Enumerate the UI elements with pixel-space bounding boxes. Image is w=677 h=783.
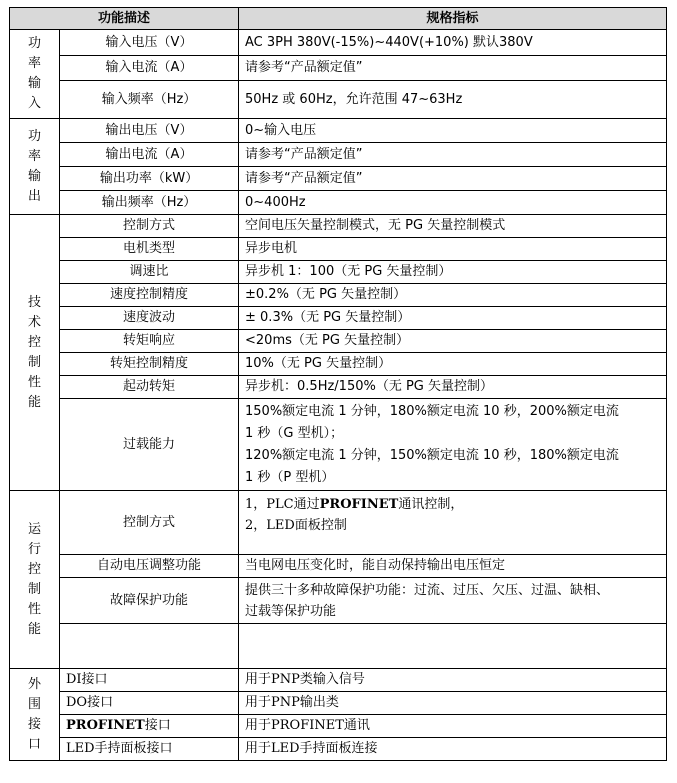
spec-cell: 异步电机 xyxy=(239,238,667,261)
category-char: 功 xyxy=(27,36,41,51)
table-row xyxy=(10,261,667,284)
table-row xyxy=(10,692,667,715)
category-char: 性 xyxy=(27,374,41,390)
spec-cell: 异步机：0.5Hz/150%（无 PG 矢量控制） xyxy=(239,376,667,399)
spec-cell: <20ms（无 PG 矢量控制） xyxy=(239,330,667,353)
category-char: 输 xyxy=(27,168,41,184)
table-row xyxy=(10,330,667,353)
spec-cell: ±0.2%（无 PG 矢量控制） xyxy=(239,284,667,307)
header-row xyxy=(10,8,667,30)
spec-table xyxy=(9,7,667,761)
category-power-input xyxy=(10,30,60,119)
spec-cell: 0~输入电压 xyxy=(239,119,667,143)
function-cell: 电机类型 xyxy=(60,238,239,261)
function-cell: 过载能力 xyxy=(60,399,239,491)
function-cell xyxy=(60,624,239,669)
category-char: 性 xyxy=(27,601,41,617)
category-char: 输 xyxy=(27,76,41,91)
table-row xyxy=(10,167,667,191)
function-cell: 输出电流（A） xyxy=(60,143,239,167)
function-cell: 输出频率（Hz） xyxy=(60,191,239,215)
spec-text-bold: PROFINET xyxy=(319,497,399,512)
table-row xyxy=(10,669,667,692)
function-cell: DO接口 xyxy=(60,692,239,715)
function-cell: 速度控制精度 xyxy=(60,284,239,307)
spec-cell: 用于PNP类输入信号 xyxy=(239,669,667,692)
category-power-output xyxy=(10,119,60,215)
function-cell: 控制方式 xyxy=(60,491,239,555)
spec-line: 提供三十多种故障保护功能：过流、过压、欠压、过温、缺相、 xyxy=(245,582,610,598)
table-row xyxy=(10,238,667,261)
function-cell: 自动电压调整功能 xyxy=(60,555,239,578)
spec-cell: 请参考“产品额定值” xyxy=(239,143,667,167)
spec-line: 过载等保护功能 xyxy=(245,603,337,619)
table-row xyxy=(10,738,667,761)
function-text: 接口 xyxy=(144,718,171,733)
category-char: 围 xyxy=(27,696,41,712)
table-row xyxy=(10,143,667,167)
category-char: 制 xyxy=(27,354,41,370)
spec-cell: 请参考“产品额定值” xyxy=(239,167,667,191)
spec-line: 120%额定电流 1 分钟，150%额定电流 10 秒，180%额定电流 xyxy=(245,447,619,463)
function-cell: DI接口 xyxy=(60,669,239,692)
category-char: 出 xyxy=(27,188,41,204)
spec-cell: 当电网电压变化时，能自动保持输出电压恒定 xyxy=(239,555,667,578)
category-char: 入 xyxy=(27,96,41,111)
function-cell: 输入频率（Hz） xyxy=(60,81,239,119)
category-char: 制 xyxy=(27,581,41,597)
spec-cell: 10%（无 PG 矢量控制） xyxy=(239,353,667,376)
spec-cell: 50Hz 或 60Hz，允许范围 47~63Hz xyxy=(239,81,667,119)
function-text-bold: PROFINET xyxy=(66,718,145,733)
spec-line: 2，LED面板控制 xyxy=(245,518,347,533)
spec-cell: 异步机 1：100（无 PG 矢量控制） xyxy=(239,261,667,284)
header-spec: 规格指标 xyxy=(239,8,667,30)
category-char: 外 xyxy=(27,676,41,692)
spec-cell: 用于PROFINET通讯 xyxy=(239,715,667,738)
function-cell: 输出功率（kW） xyxy=(60,167,239,191)
category-char: 控 xyxy=(27,561,41,577)
table-row xyxy=(10,555,667,578)
category-peripheral-interface xyxy=(10,669,60,761)
table-row xyxy=(10,81,667,119)
category-char: 率 xyxy=(27,56,41,71)
spec-cell-multiline xyxy=(239,578,667,624)
category-char: 能 xyxy=(27,394,41,410)
table-row xyxy=(10,353,667,376)
category-char: 能 xyxy=(27,621,41,637)
function-cell: 输入电压（V） xyxy=(60,30,239,56)
function-cell: 控制方式 xyxy=(60,215,239,238)
category-char: 接 xyxy=(27,716,41,732)
function-cell: LED手持面板接口 xyxy=(60,738,239,761)
category-char: 口 xyxy=(27,736,41,752)
table-row xyxy=(10,715,667,738)
spec-cell: 0~400Hz xyxy=(239,191,667,215)
spec-cell: 用于LED手持面板连接 xyxy=(239,738,667,761)
function-cell xyxy=(60,715,239,738)
function-cell: 起动转矩 xyxy=(60,376,239,399)
spec-text: 1，PLC通过 xyxy=(245,497,320,512)
category-char: 运 xyxy=(27,521,41,537)
spec-cell: 请参考“产品额定值” xyxy=(239,56,667,81)
table-row xyxy=(10,191,667,215)
category-char: 功 xyxy=(27,128,41,144)
table-row xyxy=(10,376,667,399)
function-cell: 调速比 xyxy=(60,261,239,284)
table-row xyxy=(10,56,667,81)
function-cell: 转矩控制精度 xyxy=(60,353,239,376)
category-technical-control xyxy=(10,215,60,491)
spec-line: 1 秒（G 型机）； xyxy=(245,425,344,441)
function-cell: 输出电压（V） xyxy=(60,119,239,143)
category-operation-control xyxy=(10,491,60,669)
function-cell: 输入电流（A） xyxy=(60,56,239,81)
category-char: 行 xyxy=(27,541,41,557)
spec-cell: AC 3PH 380V(-15%)~440V(+10%) 默认380V xyxy=(239,30,667,56)
table-row xyxy=(10,578,667,624)
spec-line xyxy=(245,494,660,515)
spec-line: 150%额定电流 1 分钟，180%额定电流 10 秒，200%额定电流 xyxy=(245,403,619,419)
spec-cell-multiline xyxy=(239,491,667,555)
table-row xyxy=(10,284,667,307)
spec-text: 通讯控制， xyxy=(398,497,464,512)
table-row xyxy=(10,119,667,143)
table-row xyxy=(10,215,667,238)
spec-cell: ± 0.3%（无 PG 矢量控制） xyxy=(239,307,667,330)
category-char: 术 xyxy=(27,314,41,330)
category-char: 技 xyxy=(27,294,41,310)
table-row xyxy=(10,307,667,330)
spec-cell-multiline xyxy=(239,399,667,491)
spec-cell: 用于PNP输出类 xyxy=(239,692,667,715)
table-row xyxy=(10,624,667,669)
table-row xyxy=(10,399,667,491)
spec-cell xyxy=(239,624,667,669)
function-cell: 故障保护功能 xyxy=(60,578,239,624)
function-cell: 转矩响应 xyxy=(60,330,239,353)
table-row xyxy=(10,491,667,555)
function-cell: 速度波动 xyxy=(60,307,239,330)
spec-cell: 空间电压矢量控制模式，无 PG 矢量控制模式 xyxy=(239,215,667,238)
header-function: 功能描述 xyxy=(10,8,239,30)
table-row xyxy=(10,30,667,56)
category-char: 控 xyxy=(27,334,41,350)
category-char: 率 xyxy=(27,148,41,164)
spec-line: 1 秒（P 型机） xyxy=(245,469,335,485)
